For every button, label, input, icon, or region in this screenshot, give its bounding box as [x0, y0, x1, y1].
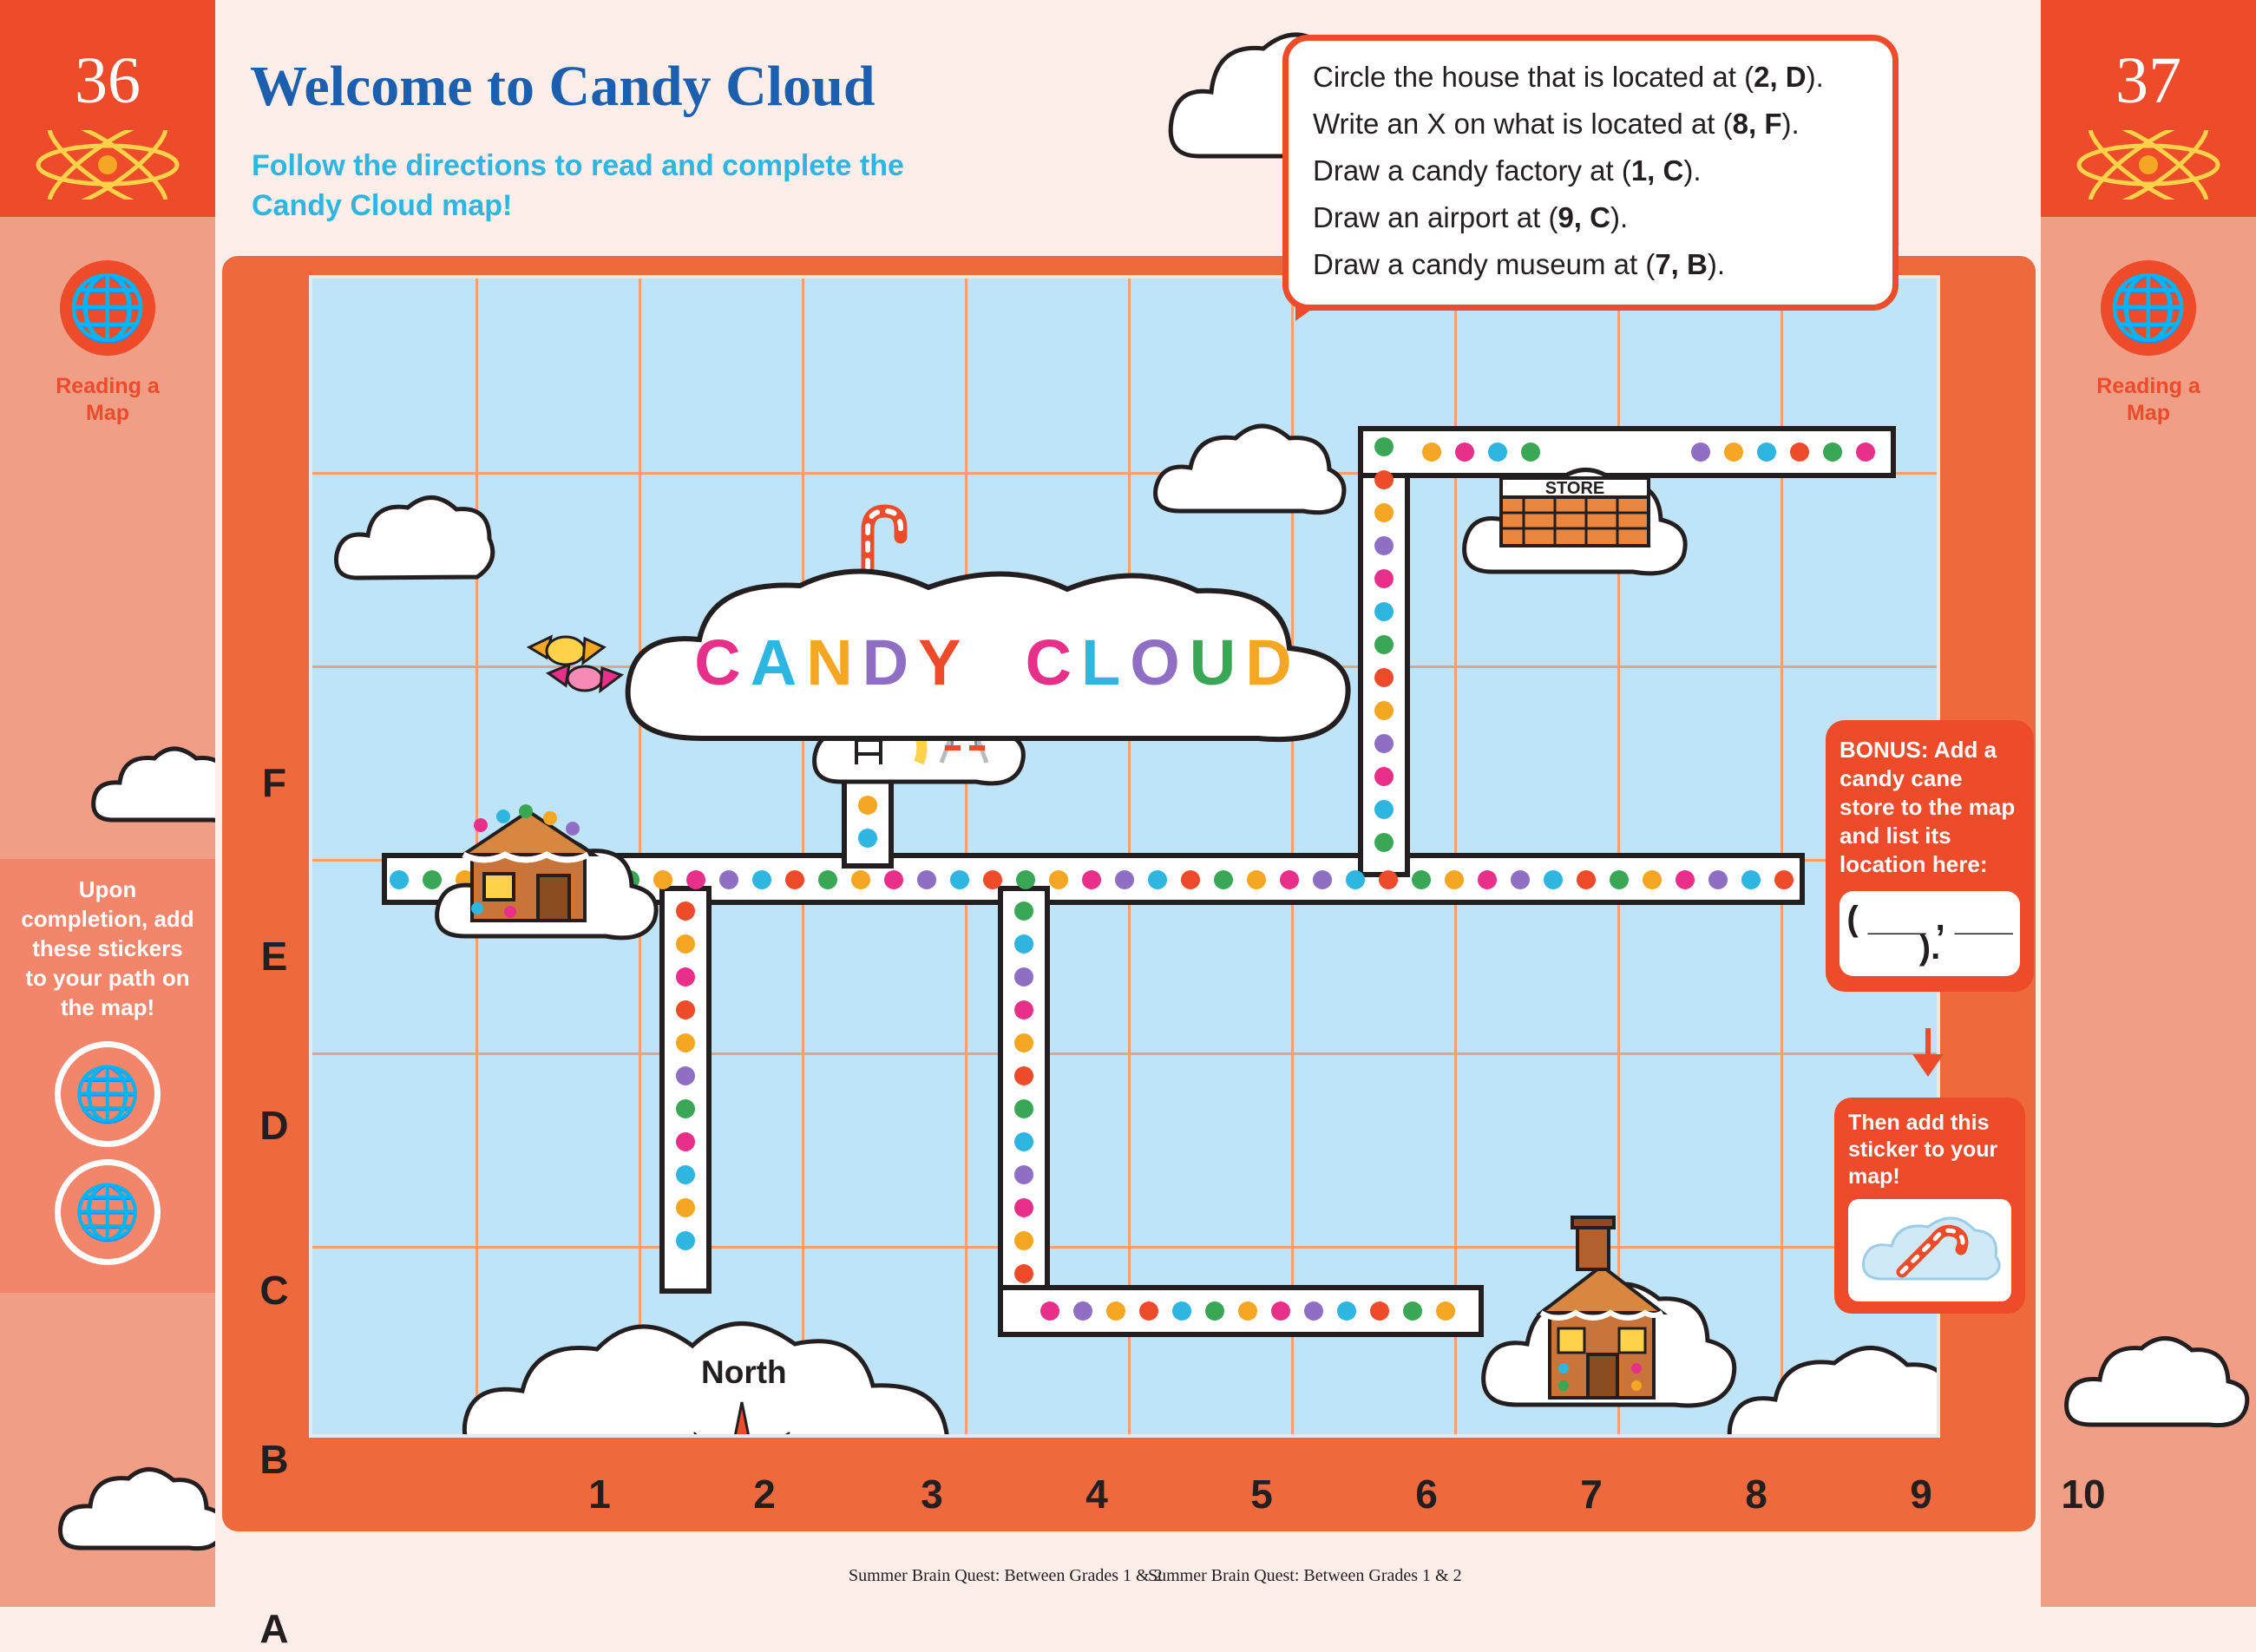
row-label-e: E	[260, 934, 288, 979]
col-label-1: 1	[588, 1472, 611, 1517]
col-label-8: 8	[1745, 1472, 1767, 1517]
gingerbread-house-large-icon	[1466, 1198, 1753, 1432]
store-feature[interactable]	[1449, 426, 1709, 604]
cloud-decoration	[328, 487, 502, 600]
gingerbread-house-large-feature[interactable]	[1466, 1198, 1753, 1437]
candy-dots-rowA	[1033, 1298, 1484, 1324]
col-label-5: 5	[1250, 1472, 1273, 1517]
col-label-9: 9	[1910, 1472, 1932, 1517]
candy-cane-sticker[interactable]	[1848, 1199, 2011, 1301]
atom-decoration-right	[2041, 130, 2256, 200]
compass-star-icon	[659, 1398, 824, 1438]
atom-decoration-left	[0, 130, 215, 200]
col-label-4: 4	[1085, 1472, 1108, 1517]
sticker-instructions-panel	[0, 859, 215, 1293]
map-title-letters: CANDY CLOUD	[694, 626, 1302, 698]
cloud-decoration	[1145, 409, 1354, 521]
arrow-stem	[1925, 1028, 1931, 1058]
col-label-6: 6	[1415, 1472, 1438, 1517]
gingerbread-house-feature[interactable]	[423, 790, 684, 968]
globe-icon[interactable]: 🌐	[55, 1041, 161, 1147]
globe-badge-left	[60, 260, 155, 356]
row-label-c: C	[259, 1268, 289, 1313]
instruction-row: Draw a candy factory at (1, C).	[1313, 154, 1702, 187]
sticker-box-text: Then add this sticker to your map!	[1848, 1111, 1998, 1189]
instruction-row: Circle the house that is located at (2, D).	[1313, 61, 1824, 93]
bonus-text: BONUS: Add a candy cane store to the map and list its location here:	[1840, 737, 2016, 877]
row-label-b: B	[259, 1437, 289, 1482]
worksheet-page	[215, 0, 2106, 1651]
page-subtitle: Follow the directions to read and complete the Candy Cloud map!	[252, 149, 904, 222]
map-grid[interactable]	[309, 275, 1940, 1438]
candy-cane-icon	[850, 502, 911, 572]
cloud-decoration	[1718, 1328, 1940, 1438]
bonus-answer-field[interactable]: ( ___ , ___ ).	[1840, 891, 2020, 976]
cloud-decoration	[2058, 1328, 2256, 1449]
row-label-a: A	[259, 1606, 289, 1651]
col-label-10: 10	[2061, 1472, 2106, 1517]
col-label-7: 7	[1580, 1472, 1603, 1517]
svg-text:STORE: STORE	[1544, 479, 1605, 498]
instruction-row: Draw a candy museum at (7, B).	[1313, 248, 1726, 280]
page-number-right: 37	[2115, 44, 2181, 117]
sticker-note-text: Upon completion, add these stickers to your path on the map!	[21, 876, 194, 1020]
row-label-d: D	[259, 1103, 289, 1148]
footer-left: Summer Brain Quest: Between Grades 1 & 2	[849, 1566, 1163, 1585]
col-label-2: 2	[753, 1472, 776, 1517]
store-icon	[1449, 426, 1709, 600]
col-label-3: 3	[921, 1472, 943, 1517]
map-title-cloud	[599, 565, 1380, 756]
compass-rose	[599, 1354, 885, 1438]
instructions-callout	[1282, 35, 1899, 311]
globe-badge-right	[2101, 260, 2196, 356]
candy-dots-col5	[1011, 899, 1037, 1333]
instruction-row: Draw an airport at (9, C).	[1313, 201, 1629, 233]
right-rail	[2041, 0, 2256, 1607]
globe-icon: 🌐	[67, 272, 148, 344]
skill-label-right: Reading a Map	[2096, 374, 2200, 425]
left-rail	[0, 0, 215, 1607]
page-number-left: 36	[75, 44, 141, 117]
instruction-row: Write an X on what is located at (8, F).	[1313, 108, 1800, 140]
sticker-placement-box	[1834, 1098, 2025, 1314]
gingerbread-house-icon	[423, 790, 684, 964]
globe-icon: 🌐	[2108, 272, 2189, 344]
bonus-box	[1826, 720, 2034, 992]
arrow-down-icon	[1912, 1054, 1944, 1077]
row-label-f: F	[261, 760, 287, 805]
candy-cane-cloud-icon	[1848, 1199, 2011, 1301]
globe-icon[interactable]: 🌐	[55, 1159, 161, 1265]
footer-right: Summer Brain Quest: Between Grades 1 & 2	[1148, 1566, 1462, 1585]
page-title: Welcome to Candy Cloud	[250, 55, 876, 118]
cloud-decoration	[52, 1458, 234, 1570]
compass-label-north: North	[701, 1354, 787, 1390]
skill-label-left: Reading a Map	[56, 374, 160, 425]
